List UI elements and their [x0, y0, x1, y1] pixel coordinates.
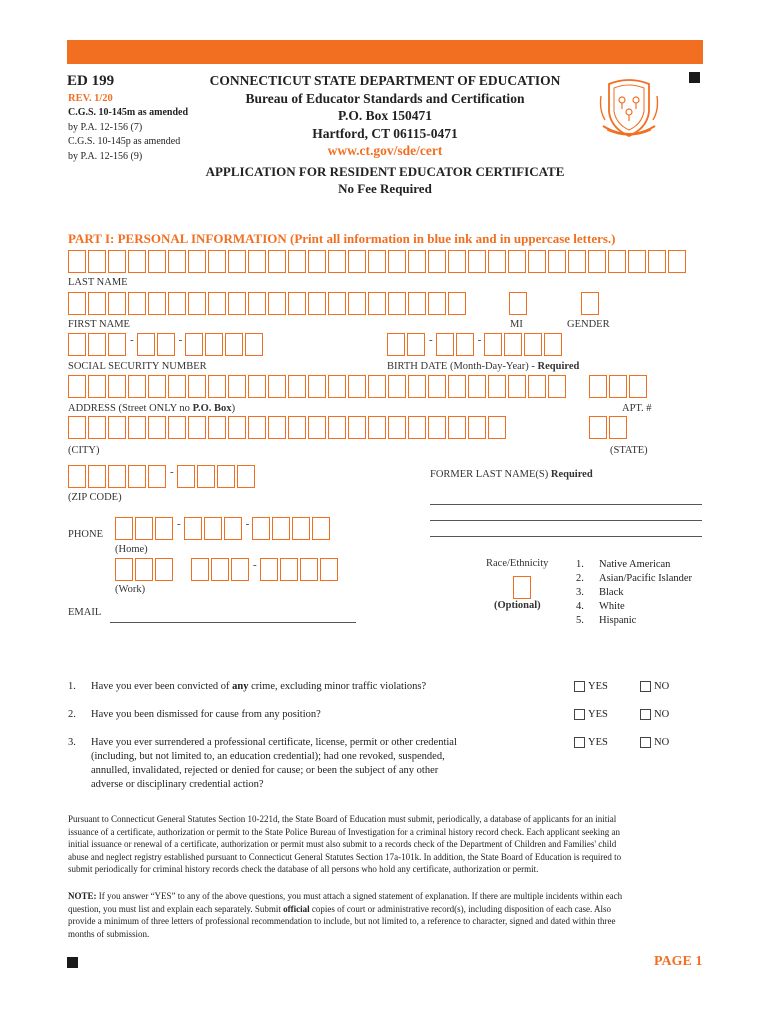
race-option-label: Asian/Pacific Islander	[599, 573, 693, 584]
last-name-char-box[interactable]	[128, 250, 146, 273]
last-name-char-box[interactable]	[388, 250, 406, 273]
form-title: APPLICATION FOR RESIDENT EDUCATOR CERTIFICATE	[205, 164, 565, 179]
phone-digit[interactable]	[115, 558, 133, 581]
phone-digit[interactable]	[252, 517, 270, 540]
phone-digit[interactable]	[115, 517, 133, 540]
po-box: P.O. Box 150471	[337, 108, 432, 123]
last-name-char-box[interactable]	[628, 250, 646, 273]
first-name-char-box[interactable]	[248, 292, 266, 315]
form-title-block	[120, 163, 650, 197]
paragraph-line: provide a minimum of three letters of professional recommendation to include, but not limited to, a reference to character, signed and dated within three	[68, 916, 616, 927]
phone-dash: -	[253, 559, 257, 571]
question-text: Have you been dismissed for cause from any position?	[91, 709, 321, 720]
first-name-char-box[interactable]	[228, 292, 246, 315]
question-text-block	[91, 736, 457, 792]
last-name-char-box[interactable]	[508, 250, 526, 273]
city-char-box[interactable]	[88, 416, 106, 439]
address-char-box[interactable]	[308, 375, 326, 398]
part1-heading: PART I: PERSONAL INFORMATION (Print all information in blue ink and in uppercase letters.)	[68, 231, 616, 246]
birth-year-digit[interactable]	[524, 333, 542, 356]
question-1	[68, 680, 426, 694]
paragraph-line: months of submission.	[68, 928, 150, 939]
birth-month-digit[interactable]	[407, 333, 425, 356]
birth-dash: -	[429, 334, 433, 346]
agency-block	[165, 72, 605, 160]
phone-digit[interactable]	[184, 517, 202, 540]
race-option-num: 3.	[576, 587, 584, 598]
last-name-char-box[interactable]	[248, 250, 266, 273]
address-char-box[interactable]	[208, 375, 226, 398]
first-name-char-box[interactable]	[108, 292, 126, 315]
zip4-digit[interactable]	[177, 465, 195, 488]
address-char-box[interactable]	[368, 375, 386, 398]
former-last-name-line[interactable]	[430, 536, 702, 537]
city-state-zip: Hartford, CT 06115-0471	[312, 125, 458, 141]
address-char-box[interactable]	[328, 375, 346, 398]
last-name-char-box[interactable]	[668, 250, 686, 273]
last-name-char-box[interactable]	[368, 250, 386, 273]
phone-digit[interactable]	[191, 558, 209, 581]
birth-date-required: Required	[537, 361, 580, 372]
race-option	[576, 572, 692, 586]
city-char-box[interactable]	[68, 416, 86, 439]
last-name-label: LAST NAME	[68, 277, 128, 288]
race-option	[576, 586, 692, 600]
q3-no-option[interactable]	[640, 736, 669, 750]
ssn-label: SOCIAL SECURITY NUMBER	[68, 361, 207, 372]
paragraph-line: issuance of a certificate, authorization or permit to the State Police Bureau of Investigation for a criminal history record check. Each applicant seeking an	[68, 826, 621, 837]
ssn-digit[interactable]	[137, 333, 155, 356]
city-char-box[interactable]	[308, 416, 326, 439]
race-option	[576, 600, 692, 614]
last-name-char-box[interactable]	[268, 250, 286, 273]
birth-year-digit[interactable]	[484, 333, 502, 356]
former-last-name-line[interactable]	[430, 504, 702, 505]
last-name-char-box[interactable]	[648, 250, 666, 273]
phone-digit[interactable]	[260, 558, 278, 581]
address-char-box[interactable]	[508, 375, 526, 398]
paragraph-line: submit periodically for criminal history records check the database of all persons who hold any certificate, authorization or permit.	[68, 864, 539, 875]
question-2	[68, 708, 321, 722]
apt-char-box[interactable]	[609, 375, 627, 398]
address-char-box[interactable]	[88, 375, 106, 398]
phone-dash: -	[245, 518, 250, 530]
phone-digit[interactable]	[204, 517, 222, 540]
question-number: 2.	[68, 709, 76, 720]
q3-no-checkbox[interactable]	[640, 737, 651, 748]
birth-dash: -	[477, 334, 482, 346]
city-char-box[interactable]	[288, 416, 306, 439]
last-name-char-box[interactable]	[528, 250, 546, 273]
address-char-box[interactable]	[348, 375, 366, 398]
ssn-dash: -	[130, 334, 134, 346]
phone-digit[interactable]	[224, 517, 242, 540]
q3-yes-checkbox[interactable]	[574, 737, 585, 748]
zip-boxes[interactable]	[68, 465, 257, 488]
registration-mark	[67, 957, 78, 968]
ssn-digit[interactable]	[157, 333, 175, 356]
race-box[interactable]	[513, 576, 531, 599]
address-char-box[interactable]	[248, 375, 266, 398]
last-name-char-box[interactable]	[448, 250, 466, 273]
paragraph-line: Pursuant to Connecticut General Statutes Section 10-221d, the State Board of Education must submit, periodically, a database of applicants for an initial	[68, 814, 617, 824]
ssn-digit[interactable]	[108, 333, 126, 356]
form-id: ED 199	[67, 73, 115, 89]
city-boxes[interactable]	[68, 416, 508, 439]
phone-digit[interactable]	[135, 558, 153, 581]
birth-day-digit[interactable]	[436, 333, 454, 356]
apt-boxes[interactable]	[589, 375, 649, 398]
address-label-text: ADDRESS (Street ONLY no	[68, 403, 193, 414]
city-char-box[interactable]	[408, 416, 426, 439]
statute-line: by P.A. 12-156 (9)	[68, 150, 143, 162]
race-option	[576, 614, 692, 628]
home-phone-label: (Home)	[115, 544, 148, 555]
last-name-char-box[interactable]	[408, 250, 426, 273]
last-name-char-box[interactable]	[208, 250, 226, 273]
address-char-box[interactable]	[408, 375, 426, 398]
question-number: 1.	[68, 681, 76, 692]
city-char-box[interactable]	[128, 416, 146, 439]
phone-digit[interactable]	[280, 558, 298, 581]
last-name-char-box[interactable]	[488, 250, 506, 273]
first-name-char-box[interactable]	[288, 292, 306, 315]
note-emphasis: official	[283, 903, 310, 914]
q2-no-option[interactable]	[640, 708, 669, 722]
address-char-box[interactable]	[488, 375, 506, 398]
phone-digit[interactable]	[292, 517, 310, 540]
city-char-box[interactable]	[328, 416, 346, 439]
yes-label: YES	[588, 681, 608, 692]
address-char-box[interactable]	[288, 375, 306, 398]
last-name-char-box[interactable]	[468, 250, 486, 273]
bureau-name: Bureau of Educator Standards and Certification	[245, 90, 525, 106]
form-subtitle: No Fee Required	[338, 181, 432, 196]
first-name-char-box[interactable]	[148, 292, 166, 315]
agency-name: CONNECTICUT STATE DEPARTMENT OF EDUCATION	[209, 73, 561, 88]
state-char-box[interactable]	[589, 416, 607, 439]
first-name-char-box[interactable]	[408, 292, 426, 315]
zip-digit[interactable]	[68, 465, 86, 488]
city-char-box[interactable]	[168, 416, 186, 439]
birth-date-label	[387, 361, 579, 372]
address-char-box[interactable]	[268, 375, 286, 398]
pursuant-paragraph	[68, 813, 708, 876]
q2-yes-checkbox[interactable]	[574, 709, 585, 720]
phone-digit[interactable]	[135, 517, 153, 540]
phone-digit[interactable]	[155, 517, 173, 540]
last-name-char-box[interactable]	[548, 250, 566, 273]
birth-day-digit[interactable]	[456, 333, 474, 356]
first-name-char-box[interactable]	[308, 292, 326, 315]
address-char-box[interactable]	[528, 375, 546, 398]
city-char-box[interactable]	[248, 416, 266, 439]
birth-date-label-text: BIRTH DATE (Month-Day-Year) -	[387, 361, 538, 372]
no-label: NO	[654, 681, 670, 692]
last-name-char-box[interactable]	[428, 250, 446, 273]
gender-label: GENDER	[567, 319, 610, 330]
address-label-end: )	[231, 403, 236, 414]
address-char-box[interactable]	[428, 375, 446, 398]
former-last-name-line[interactable]	[430, 520, 702, 521]
paragraph-line	[68, 903, 708, 916]
first-name-char-box[interactable]	[128, 292, 146, 315]
address-char-box[interactable]	[148, 375, 166, 398]
former-last-name-label	[430, 469, 593, 480]
last-name-char-box[interactable]	[348, 250, 366, 273]
state-boxes[interactable]	[589, 416, 629, 439]
address-char-box[interactable]	[548, 375, 566, 398]
q1-no-option[interactable]	[640, 680, 669, 694]
q1-yes-option[interactable]	[574, 680, 608, 694]
last-name-char-box[interactable]	[568, 250, 586, 273]
last-name-char-box[interactable]	[328, 250, 346, 273]
zip-digit[interactable]	[88, 465, 106, 488]
city-char-box[interactable]	[428, 416, 446, 439]
note-paragraph	[68, 890, 708, 940]
zip-dash: -	[170, 466, 174, 478]
paragraph-line: abuse and neglect registry established pursuant to Connecticut General Statutes Section 17a-101k. In addition, the State Board of Education is required to	[68, 851, 622, 862]
email-label: EMAIL	[68, 607, 102, 618]
first-name-char-box[interactable]	[168, 292, 186, 315]
ssn-digit[interactable]	[205, 333, 223, 356]
header-bar	[67, 40, 703, 64]
apt-label: APT. #	[622, 403, 652, 414]
work-phone-boxes[interactable]	[115, 558, 340, 581]
home-phone-boxes[interactable]	[115, 517, 332, 540]
race-option-num: 1.	[576, 559, 584, 570]
question-3	[68, 736, 457, 792]
last-name-char-box[interactable]	[88, 250, 106, 273]
city-char-box[interactable]	[108, 416, 126, 439]
ssn-dash: -	[178, 334, 183, 346]
race-optional: (Optional)	[494, 600, 541, 611]
email-line[interactable]	[110, 622, 356, 623]
first-name-char-box[interactable]	[448, 292, 466, 315]
page-number: PAGE 1	[654, 954, 703, 969]
race-options	[576, 558, 692, 628]
last-name-char-box[interactable]	[148, 250, 166, 273]
no-label: NO	[654, 737, 670, 748]
birth-month-digit[interactable]	[387, 333, 405, 356]
question-text: crime, excluding minor traffic violations?	[248, 681, 427, 692]
first-name-char-box[interactable]	[88, 292, 106, 315]
birth-date-boxes[interactable]	[387, 333, 564, 356]
website-link[interactable]: www.ct.gov/sde/cert	[327, 143, 443, 158]
revision-label: REV. 1/20	[68, 93, 113, 104]
mi-box[interactable]	[509, 292, 527, 315]
phone-digit[interactable]	[211, 558, 229, 581]
zip4-digit[interactable]	[237, 465, 255, 488]
race-option-num: 2.	[576, 573, 584, 584]
zip-digit[interactable]	[128, 465, 146, 488]
zip-digit[interactable]	[148, 465, 166, 488]
question-text: annulled, invalidated, rejected or denied for cause; or been the subject of any other	[91, 765, 439, 776]
race-option-num: 5.	[576, 615, 584, 626]
address-char-box[interactable]	[108, 375, 126, 398]
q1-yes-checkbox[interactable]	[574, 681, 585, 692]
address-char-box[interactable]	[388, 375, 406, 398]
zip4-digit[interactable]	[217, 465, 235, 488]
last-name-char-box[interactable]	[608, 250, 626, 273]
q2-no-checkbox[interactable]	[640, 709, 651, 720]
address-char-box[interactable]	[68, 375, 86, 398]
phone-digit[interactable]	[312, 517, 330, 540]
city-char-box[interactable]	[388, 416, 406, 439]
last-name-char-box[interactable]	[188, 250, 206, 273]
registration-mark	[689, 72, 700, 83]
zip4-digit[interactable]	[197, 465, 215, 488]
zip-label: (ZIP CODE)	[68, 492, 122, 503]
yes-label: YES	[588, 737, 608, 748]
last-name-char-box[interactable]	[68, 250, 86, 273]
city-label: (CITY)	[68, 445, 100, 456]
phone-dash: -	[177, 518, 181, 530]
question-text: Have you ever been convicted of	[91, 681, 233, 692]
phone-label: PHONE	[68, 529, 104, 540]
last-name-char-box[interactable]	[228, 250, 246, 273]
city-char-box[interactable]	[188, 416, 206, 439]
note-text: question, you must list and explain each separately. Submit	[68, 903, 284, 914]
address-label	[68, 403, 235, 414]
phone-digit[interactable]	[272, 517, 290, 540]
address-char-box[interactable]	[228, 375, 246, 398]
first-name-char-box[interactable]	[388, 292, 406, 315]
address-char-box[interactable]	[188, 375, 206, 398]
first-name-char-box[interactable]	[368, 292, 386, 315]
paragraph-line: initial issuance or renewal of a certificate, authorization or permit must also submit to a records check of the Department of Children and Families' child	[68, 839, 617, 850]
first-name-boxes[interactable]	[68, 292, 468, 315]
first-name-char-box[interactable]	[268, 292, 286, 315]
q1-no-checkbox[interactable]	[640, 681, 651, 692]
statute-line: by P.A. 12-156 (7)	[68, 121, 143, 133]
city-char-box[interactable]	[228, 416, 246, 439]
paragraph-line	[68, 890, 708, 903]
first-name-char-box[interactable]	[188, 292, 206, 315]
question-text: (including, but not limited to, an education credential); had one revoked, suspended,	[91, 751, 445, 762]
race-option-label: Black	[599, 587, 624, 598]
city-char-box[interactable]	[208, 416, 226, 439]
last-name-char-box[interactable]	[108, 250, 126, 273]
ssn-digit[interactable]	[225, 333, 243, 356]
race-option	[576, 558, 692, 572]
question-text: adverse or disciplinary credential action?	[91, 779, 264, 790]
q2-yes-option[interactable]	[574, 708, 608, 722]
note-text: If you answer “YES” to any of the above questions, you must attach a signed statement of explanation. If there are multiple incidents within each	[96, 891, 623, 901]
first-name-char-box[interactable]	[68, 292, 86, 315]
ssn-digit[interactable]	[68, 333, 86, 356]
question-number: 3.	[68, 737, 76, 748]
ssn-digit[interactable]	[245, 333, 263, 356]
race-option-label: Native American	[599, 559, 671, 570]
race-option-label: Hispanic	[599, 615, 637, 626]
ssn-boxes[interactable]	[68, 333, 265, 356]
first-name-char-box[interactable]	[328, 292, 346, 315]
city-char-box[interactable]	[148, 416, 166, 439]
address-char-box[interactable]	[168, 375, 186, 398]
no-label: NO	[654, 709, 670, 720]
address-po-box: P.O. Box	[192, 403, 232, 414]
race-option-num: 4.	[576, 601, 584, 612]
birth-year-digit[interactable]	[504, 333, 522, 356]
address-boxes[interactable]	[68, 375, 568, 398]
address-char-box[interactable]	[448, 375, 466, 398]
address-char-box[interactable]	[128, 375, 146, 398]
last-name-boxes[interactable]	[68, 250, 688, 273]
last-name-char-box[interactable]	[168, 250, 186, 273]
city-char-box[interactable]	[368, 416, 386, 439]
first-name-char-box[interactable]	[428, 292, 446, 315]
first-name-char-box[interactable]	[208, 292, 226, 315]
statute-line: C.G.S. 10-145m as amended	[68, 107, 189, 118]
statute-line: C.G.S. 10-145p as amended	[68, 136, 181, 147]
phone-digit[interactable]	[320, 558, 338, 581]
phone-digit[interactable]	[155, 558, 173, 581]
last-name-char-box[interactable]	[288, 250, 306, 273]
first-name-char-box[interactable]	[348, 292, 366, 315]
apt-char-box[interactable]	[629, 375, 647, 398]
phone-digit[interactable]	[300, 558, 318, 581]
mi-label: MI	[510, 319, 523, 330]
city-char-box[interactable]	[268, 416, 286, 439]
former-last-name-text: FORMER LAST NAME(S)	[430, 469, 551, 480]
former-last-name-required: Required	[550, 469, 593, 480]
state-char-box[interactable]	[609, 416, 627, 439]
note-label: NOTE:	[68, 891, 97, 901]
ssn-digit[interactable]	[88, 333, 106, 356]
state-label: (STATE)	[610, 445, 648, 456]
last-name-char-box[interactable]	[588, 250, 606, 273]
race-option-label: White	[599, 601, 625, 612]
question-emphasis: any	[232, 681, 249, 692]
apt-char-box[interactable]	[589, 375, 607, 398]
city-char-box[interactable]	[348, 416, 366, 439]
city-char-box[interactable]	[488, 416, 506, 439]
state-seal	[597, 76, 661, 142]
note-text: copies of court or administrative record(s), including disposition of each case. Also	[309, 903, 612, 914]
address-char-box[interactable]	[468, 375, 486, 398]
zip-digit[interactable]	[108, 465, 126, 488]
ssn-digit[interactable]	[185, 333, 203, 356]
city-char-box[interactable]	[448, 416, 466, 439]
first-name-label: FIRST NAME	[68, 319, 130, 330]
yes-label: YES	[588, 709, 608, 720]
birth-year-digit[interactable]	[544, 333, 562, 356]
q3-yes-option[interactable]	[574, 736, 608, 750]
gender-box[interactable]	[581, 292, 599, 315]
phone-digit[interactable]	[231, 558, 249, 581]
last-name-char-box[interactable]	[308, 250, 326, 273]
race-label: Race/Ethnicity	[486, 558, 549, 569]
city-char-box[interactable]	[468, 416, 486, 439]
work-phone-label: (Work)	[115, 584, 146, 595]
question-text: Have you ever surrendered a professional certificate, license, permit or other credential	[91, 737, 457, 748]
